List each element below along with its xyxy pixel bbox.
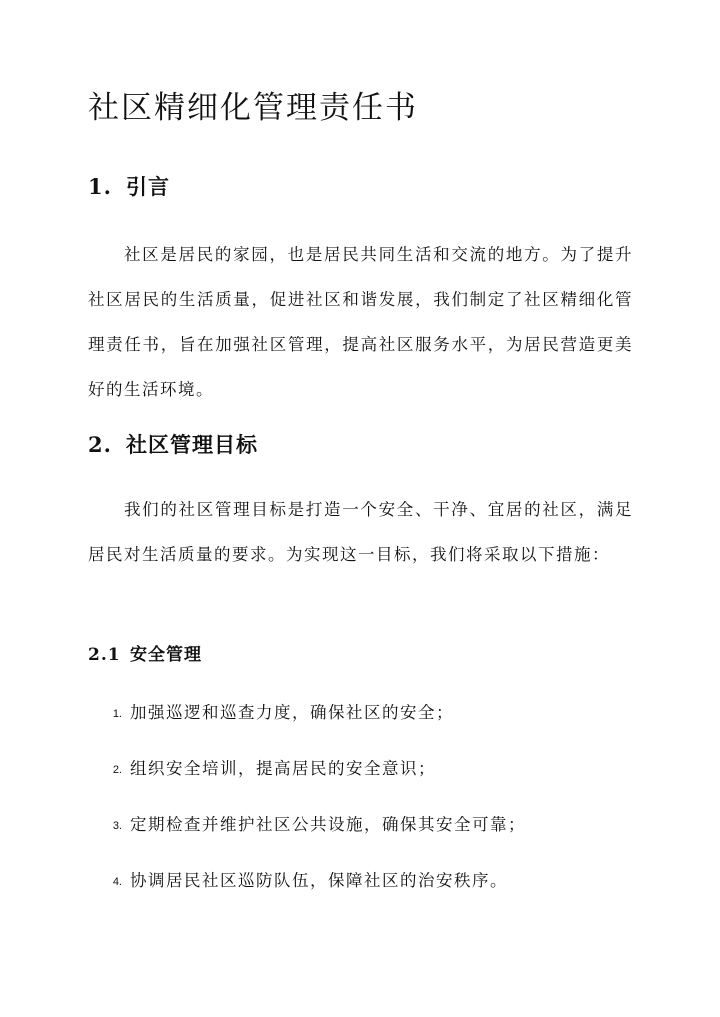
subsection-title: 安全管理	[130, 645, 202, 665]
list-item-text: 定期检查并维护社区公共设施，确保其安全可靠；	[130, 815, 526, 834]
list-marker: 1.	[112, 708, 122, 720]
subsection-heading-safety	[88, 642, 202, 668]
list-item	[88, 754, 526, 810]
list-item	[88, 810, 526, 866]
section-number: 2.	[88, 432, 112, 457]
subsection-number: 2.1	[88, 645, 121, 665]
list-item	[88, 866, 526, 922]
section-heading-introduction	[88, 172, 170, 202]
section-number: 1.	[88, 174, 112, 199]
management-goals-paragraph: 我们的社区管理目标是打造一个安全、干净、宜居的社区，满足居民对生活质量的要求。为实现这一目标，我们将采取以下措施：	[88, 500, 633, 564]
list-item-text: 协调居民社区巡防队伍，保障社区的治安秩序。	[130, 871, 508, 890]
section-title: 社区管理目标	[126, 432, 258, 457]
section-heading-management-goals	[88, 430, 258, 460]
safety-measures-list	[88, 698, 526, 922]
list-marker: 2.	[112, 764, 122, 776]
list-item-text: 组织安全培训，提高居民的安全意识；	[130, 759, 436, 778]
list-item-text: 加强巡逻和巡查力度，确保社区的安全；	[130, 703, 454, 722]
list-item	[88, 698, 526, 754]
list-marker: 3.	[112, 820, 122, 832]
introduction-paragraph: 社区是居民的家园，也是居民共同生活和交流的地方。为了提升社区居民的生活质量，促进社区和谐发展，我们制定了社区精细化管理责任书，旨在加强社区管理，提高社区服务水平，为居民营造更美好的生活环境。	[88, 245, 633, 399]
section-title: 引言	[126, 174, 170, 199]
list-marker: 4.	[112, 876, 122, 888]
document-title: 社区精细化管理责任书	[88, 90, 418, 126]
